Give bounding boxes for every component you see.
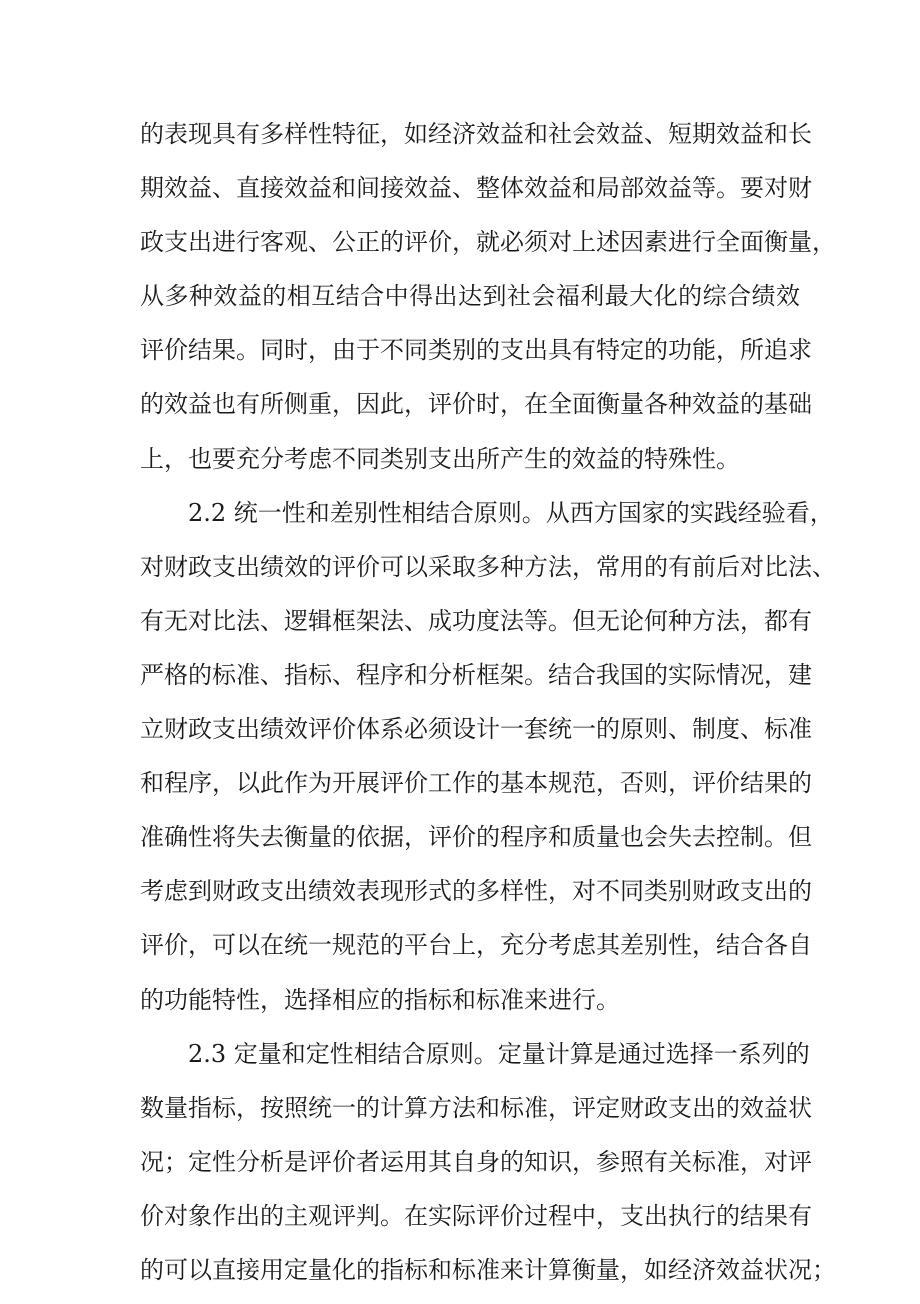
text-line: 价对象作出的主观评判。在实际评价过程中，支出执行的结果有 <box>140 1201 812 1230</box>
text-line: 数量指标，按照统一的计算方法和标准，评定财政支出的效益状 <box>140 1093 812 1122</box>
section-heading-line: 2.3 定量和定性相结合原则。定量计算是通过选择一系列的 <box>188 1039 810 1068</box>
text-line: 评价，可以在统一规范的平台上，充分考虑其差别性，结合各自 <box>140 931 812 960</box>
text-line: 政支出进行客观、公正的评价，就必须对上述因素进行全面衡量， <box>140 228 836 257</box>
text-line: 期效益、直接效益和间接效益、整体效益和局部效益等。要对财 <box>140 174 812 203</box>
text-line: 有无对比法、逻辑框架法、成功度法等。但无论何种方法，都有 <box>140 606 812 635</box>
text-line: 和程序，以此作为开展评价工作的基本规范，否则，评价结果的 <box>140 769 812 798</box>
text-line: 的效益也有所侧重，因此，评价时，在全面衡量各种效益的基础 <box>140 390 812 419</box>
section-heading-line: 2.2 统一性和差别性相结合原则。从西方国家的实践经验看， <box>188 498 834 527</box>
text-line: 上，也要充分考虑不同类别支出所产生的效益的特殊性。 <box>140 444 740 473</box>
text-line: 况；定性分析是评价者运用其自身的知识，参照有关标准，对评 <box>140 1147 812 1176</box>
text-line: 的表现具有多样性特征，如经济效益和社会效益、短期效益和长 <box>140 120 812 148</box>
text-line: 立财政支出绩效评价体系必须设计一套统一的原则、制度、标准 <box>140 715 812 744</box>
text-line: 的可以直接用定量化的指标和标准来计算衡量，如经济效益状况； <box>140 1255 836 1284</box>
text-line: 对财政支出绩效的评价可以采取多种方法，常用的有前后对比法、 <box>140 552 836 581</box>
text-line: 准确性将失去衡量的依据，评价的程序和质量也会失去控制。但 <box>140 823 812 852</box>
text-line: 严格的标准、指标、程序和分析框架。结合我国的实际情况，建 <box>140 660 812 689</box>
text-line: 评价结果。同时，由于不同类别的支出具有特定的功能，所追求 <box>140 336 812 365</box>
text-line: 的功能特性，选择相应的指标和标准来进行。 <box>140 985 620 1014</box>
text-line: 考虑到财政支出绩效表现形式的多样性，对不同类别财政支出的 <box>140 877 812 906</box>
body-text <box>140 114 836 1304</box>
text-line: 从多种效益的相互结合中得出达到社会福利最大化的综合绩效 <box>140 282 800 311</box>
